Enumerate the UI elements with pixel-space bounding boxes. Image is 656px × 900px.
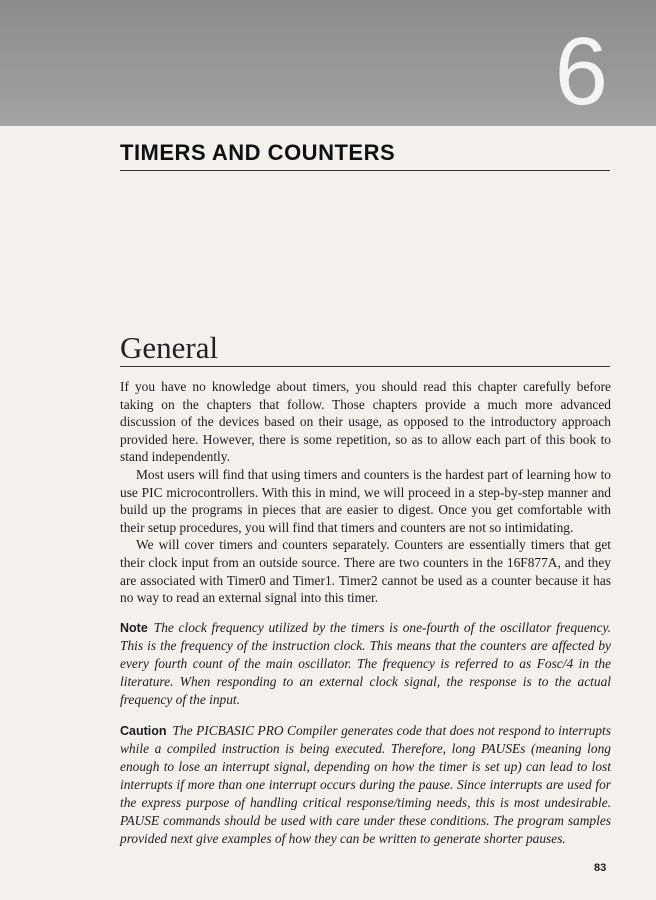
chapter-title-rule (120, 170, 610, 171)
paragraph: If you have no knowledge about timers, you should read this chapter carefully before taking on the chapters that follow. Those chapters provide a much more advanced discussion of the devices based on their usage, as opposed to the introductory approach provided here. However, there is some repetition, so as to allow each part of this book to stand independently. (120, 379, 611, 465)
section-heading-rule (120, 366, 610, 367)
caution-label: Caution (120, 724, 167, 738)
note-label: Note (120, 621, 148, 635)
chapter-title: TIMERS AND COUNTERS (120, 140, 396, 165)
section-heading: General (120, 330, 219, 365)
paragraph: Most users will find that using timers and counters is the hardest part of learning how to use PIC microcontrollers. With this in mind, we will proceed in a step-by-step manner and build up the programs in pieces that are easier to digest. Once you get comfortable with their setup procedures, you will find that timers and counters are not so intimidating. (120, 466, 611, 535)
body-text (120, 378, 611, 607)
note-callout (120, 619, 611, 709)
chapter-number: 6 (554, 18, 608, 125)
note-text: The clock frequency utilized by the timers is one-fourth of the oscillator frequency. This is the frequency of the instruction clock. This means that the counters are affected by every fourth count of the main oscillator. The frequency is referred to as Fosc/4 in the literature. When responding to an external clock signal, the response is to the actual frequency of the input. (120, 620, 611, 707)
caution-callout (120, 722, 611, 848)
paragraph: We will cover timers and counters separately. Counters are essentially timers that get their clock input from an outside source. There are two counters in the 16F877A, and they are associated with Timer0 and Timer1. Timer2 cannot be used as a counter because it has no way to read an external signal into this timer. (120, 537, 611, 606)
caution-text: The PICBASIC PRO Compiler generates code that does not respond to interrupts while a compiled instruction is being executed. Therefore, long PAUSEs (meaning long enough to lose an interrupt signal, depending on how the timer is set up) can lead to lost interrupts if more than one interrupt occurs during the pause. Since interrupts are used for the express purpose of handling critical response/timing needs, this is most undesirable. PAUSE commands should be used with care under these conditions. The program samples provided next give examples of how they can be written to generate shorter pauses. (120, 723, 611, 846)
chapter-header-band (0, 0, 656, 126)
page-number: 83 (594, 862, 607, 874)
